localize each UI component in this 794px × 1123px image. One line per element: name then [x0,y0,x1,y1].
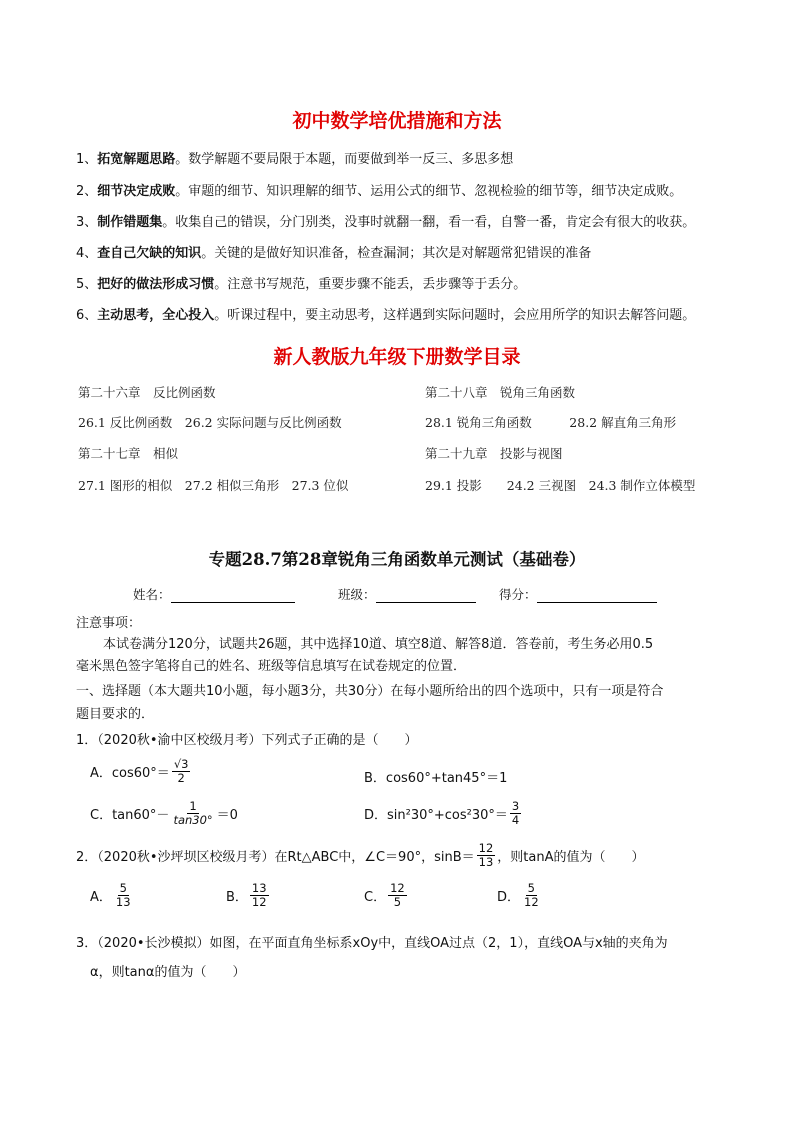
q1-option-a[interactable]: A．cos60°＝ $\frac{√3}{2}$ [90,757,189,785]
q3-stem-line-2: α，则tanα的值为（ ） [90,965,246,980]
q2-stem-fraction: $\frac{12}{13}$ [478,841,494,869]
toc-title: 新人教版九年级下册数学目录 [273,346,521,368]
toc-chapter-29: 第二十九章 投影与视图 [425,446,563,461]
section-heading-1: 一、选择题（本大题共10小题，每小题3分，共30分）在每小题所给出的四个选项中，只有一项是符合 [76,684,664,699]
toc-sections-27: 27.1 图形的相似 27.2 相似三角形 27.3 位似 [78,478,349,493]
tip-item-6: 6、主动思考，全心投入。听课过程中，要主动思考，这样遇到实际问题时，会应用所学的知识去解答问题。 [76,308,696,323]
class-blank[interactable] [376,589,476,603]
notice-label: 注意事项： [76,616,142,631]
tip-item-1: 1、拓宽解题思路。数学解题不要局限于本题，而要做到举一反三、多思多想 [76,152,514,167]
q2-d-fraction: $\frac{5}{12}$ [524,881,539,909]
score-blank[interactable] [537,589,657,603]
q1-d-fraction: $\frac{3}{4}$ [511,799,520,827]
class-field: 班级： [338,585,476,603]
toc-chapter-26: 第二十六章 反比例函数 [78,385,216,400]
section-heading-2: 题目要求的． [76,707,155,722]
q1-a-fraction: $\frac{√3}{2}$ [173,757,189,785]
q2-option-b[interactable]: B． $\frac{13}{12}$ [226,881,267,909]
q2-c-fraction: $\frac{12}{5}$ [390,881,405,909]
q2-stem: 2．（2020秋•沙坪坝区校级月考）在Rt△ABC中，∠C＝90°，sinB＝ $\frac{12}{13}$ ，则tanA的值为（ ） [76,841,645,869]
tip-item-4: 4、查自己欠缺的知识。关键的是做好知识准备，检查漏洞；其次是对解题常犯错误的准备 [76,246,592,261]
toc-sections-26: 26.1 反比例函数 26.2 实际问题与反比例函数 [78,415,342,430]
name-blank[interactable] [171,589,295,603]
q1-stem: 1．（2020秋•渝中区校级月考）下列式子正确的是（ ） [76,733,418,748]
q1-option-b[interactable]: B．cos60°+tan45°＝1 [364,771,508,786]
toc-sections-28: 28.1 锐角三角函数 28.2 解直角三角形 [425,415,677,430]
tip-item-3: 3、制作错题集。收集自己的错误，分门别类，没事时就翻一翻，看一看，自警一番，肯定会有很大的收获。 [76,215,696,230]
notice-text-1: 本试卷满分120分，试题共26题，其中选择10道、填空8道、解答8道．答卷前，考生务必用0.5 [103,637,654,652]
tips-title: 初中数学培优措施和方法 [292,110,502,132]
toc-sections-29: 29.1 投影 24.2 三视图 24.3 制作立体模型 [425,478,696,493]
notice-text-2: 毫米黑色签字笔将自己的姓名、班级等信息填写在试卷规定的位置． [76,659,467,674]
q1-c-fraction: $\frac{1}{\tan 30^\circ}$ [173,799,213,827]
toc-chapter-28: 第二十八章 锐角三角函数 [425,385,576,400]
exam-title: 专题28.7第28章锐角三角函数单元测试（基础卷） [208,550,586,569]
q3-stem-line-1: 3．（2020•长沙模拟）如图，在平面直角坐标系xOy中，直线OA过点（2，1），直线OA与x轴的夹角为 [76,936,668,951]
q2-option-d[interactable]: D． $\frac{5}{12}$ [497,881,539,909]
score-field: 得分： [499,585,657,603]
q2-option-c[interactable]: C． $\frac{12}{5}$ [364,881,405,909]
tip-item-5: 5、把好的做法形成习惯。注意书写规范，重要步骤不能丢，丢步骤等于丢分。 [76,277,527,292]
tip-item-2: 2、细节决定成败。审题的细节、知识理解的细节、运用公式的细节、忽视检验的细节等，细节决定成败。 [76,184,683,199]
q1-option-c[interactable]: C．tan60°－ $\frac{1}{\tan 30^\circ}$ ＝0 [90,799,238,827]
q1-option-d[interactable]: D．sin²30°+cos²30°＝ $\frac{3}{4}$ [364,799,520,827]
name-field: 姓名： [133,585,295,603]
q2-b-fraction: $\frac{13}{12}$ [251,881,267,909]
q2-a-fraction: $\frac{5}{13}$ [115,881,131,909]
toc-chapter-27: 第二十七章 相似 [78,446,179,461]
q2-option-a[interactable]: A． $\frac{5}{13}$ [90,881,131,909]
